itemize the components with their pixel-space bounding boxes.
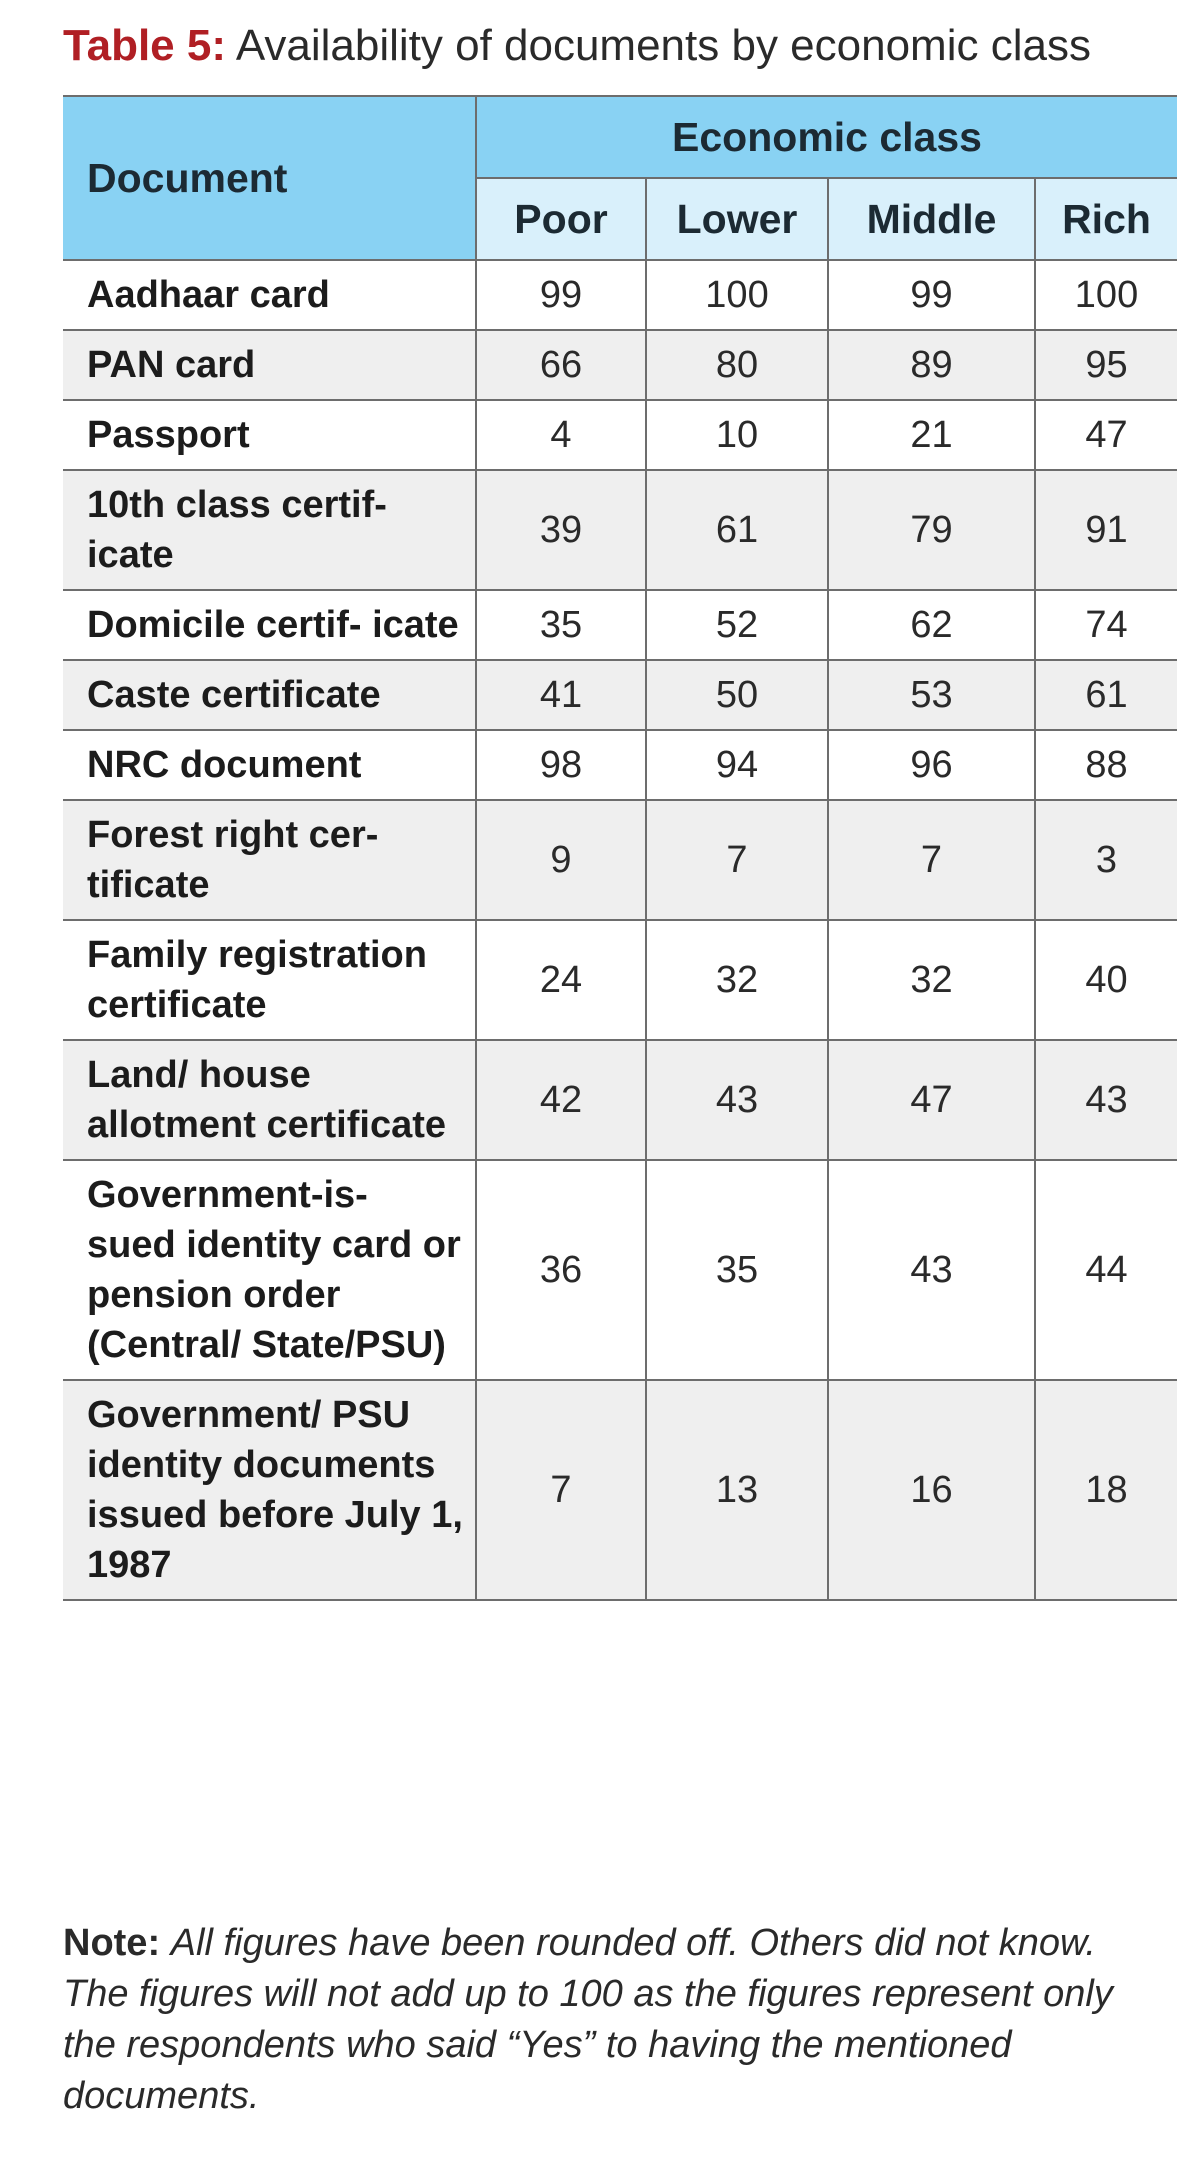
value-cell-middle: 32: [828, 920, 1035, 1040]
table-title-text: Availability of documents by economic class: [235, 21, 1091, 70]
value-cell-lower: 35: [646, 1160, 828, 1380]
value-cell-rich: 95: [1035, 330, 1177, 400]
documents-table: [63, 95, 1177, 1601]
value-cell-poor: 42: [476, 1040, 646, 1160]
document-name-cell: Passport: [63, 400, 476, 470]
value-cell-poor: 9: [476, 800, 646, 920]
value-cell-lower: 7: [646, 800, 828, 920]
document-name-cell: Government/ PSU identity documents issued before July 1, 1987: [63, 1380, 476, 1600]
value-cell-middle: 99: [828, 260, 1035, 330]
value-cell-lower: 52: [646, 590, 828, 660]
table-row: [63, 260, 1177, 330]
header-document: Document: [63, 96, 476, 260]
value-cell-middle: 96: [828, 730, 1035, 800]
document-name-cell: Forest right cer- tificate: [63, 800, 476, 920]
header-poor: Poor: [476, 178, 646, 260]
value-cell-poor: 4: [476, 400, 646, 470]
document-name-cell: 10th class certif- icate: [63, 470, 476, 590]
value-cell-middle: 47: [828, 1040, 1035, 1160]
value-cell-rich: 88: [1035, 730, 1177, 800]
value-cell-poor: 41: [476, 660, 646, 730]
document-name-cell: PAN card: [63, 330, 476, 400]
value-cell-poor: 35: [476, 590, 646, 660]
value-cell-rich: 47: [1035, 400, 1177, 470]
value-cell-rich: 44: [1035, 1160, 1177, 1380]
value-cell-poor: 66: [476, 330, 646, 400]
value-cell-rich: 100: [1035, 260, 1177, 330]
value-cell-middle: 21: [828, 400, 1035, 470]
table-row: [63, 1040, 1177, 1160]
value-cell-rich: 18: [1035, 1380, 1177, 1600]
table-title-label: Table 5:: [63, 21, 227, 70]
value-cell-middle: 79: [828, 470, 1035, 590]
value-cell-middle: 89: [828, 330, 1035, 400]
value-cell-lower: 43: [646, 1040, 828, 1160]
value-cell-rich: 91: [1035, 470, 1177, 590]
document-name-cell: Government-is- sued identity card or pension order (Central/ State/PSU): [63, 1160, 476, 1380]
table-row: [63, 660, 1177, 730]
value-cell-middle: 7: [828, 800, 1035, 920]
value-cell-middle: 53: [828, 660, 1035, 730]
value-cell-middle: 62: [828, 590, 1035, 660]
value-cell-poor: 24: [476, 920, 646, 1040]
header-economic-class: Economic class: [476, 96, 1177, 178]
value-cell-lower: 94: [646, 730, 828, 800]
table-row: [63, 590, 1177, 660]
table-row: [63, 470, 1177, 590]
value-cell-lower: 10: [646, 400, 828, 470]
note-label: Note:: [63, 1922, 161, 1964]
table-row: [63, 730, 1177, 800]
value-cell-poor: 7: [476, 1380, 646, 1600]
table-header: [63, 96, 1177, 260]
value-cell-rich: 40: [1035, 920, 1177, 1040]
value-cell-poor: 98: [476, 730, 646, 800]
value-cell-lower: 61: [646, 470, 828, 590]
document-name-cell: Family registration certificate: [63, 920, 476, 1040]
value-cell-rich: 43: [1035, 1040, 1177, 1160]
value-cell-middle: 16: [828, 1380, 1035, 1600]
value-cell-lower: 13: [646, 1380, 828, 1600]
note-text: All figures have been rounded off. Others did not know. The figures will not add up to 100 as the figures represent only the respondents who said “Yes” to having the mentioned documents.: [63, 1922, 1113, 2117]
value-cell-lower: 32: [646, 920, 828, 1040]
value-cell-poor: 99: [476, 260, 646, 330]
table-row: [63, 920, 1177, 1040]
document-name-cell: NRC document: [63, 730, 476, 800]
value-cell-poor: 36: [476, 1160, 646, 1380]
value-cell-rich: 3: [1035, 800, 1177, 920]
document-name-cell: Caste certificate: [63, 660, 476, 730]
table-body: [63, 260, 1177, 1600]
table-note: [63, 1918, 1163, 2122]
document-name-cell: Aadhaar card: [63, 260, 476, 330]
value-cell-lower: 50: [646, 660, 828, 730]
document-name-cell: Land/ house allotment certificate: [63, 1040, 476, 1160]
table-row: [63, 400, 1177, 470]
table-title: [63, 18, 1163, 74]
value-cell-rich: 74: [1035, 590, 1177, 660]
header-lower: Lower: [646, 178, 828, 260]
header-middle: Middle: [828, 178, 1035, 260]
value-cell-lower: 100: [646, 260, 828, 330]
table-row: [63, 800, 1177, 920]
value-cell-lower: 80: [646, 330, 828, 400]
table-row: [63, 330, 1177, 400]
table-row: [63, 1380, 1177, 1600]
value-cell-rich: 61: [1035, 660, 1177, 730]
table-row: [63, 1160, 1177, 1380]
header-rich: Rich: [1035, 178, 1177, 260]
document-name-cell: Domicile certif- icate: [63, 590, 476, 660]
value-cell-middle: 43: [828, 1160, 1035, 1380]
value-cell-poor: 39: [476, 470, 646, 590]
